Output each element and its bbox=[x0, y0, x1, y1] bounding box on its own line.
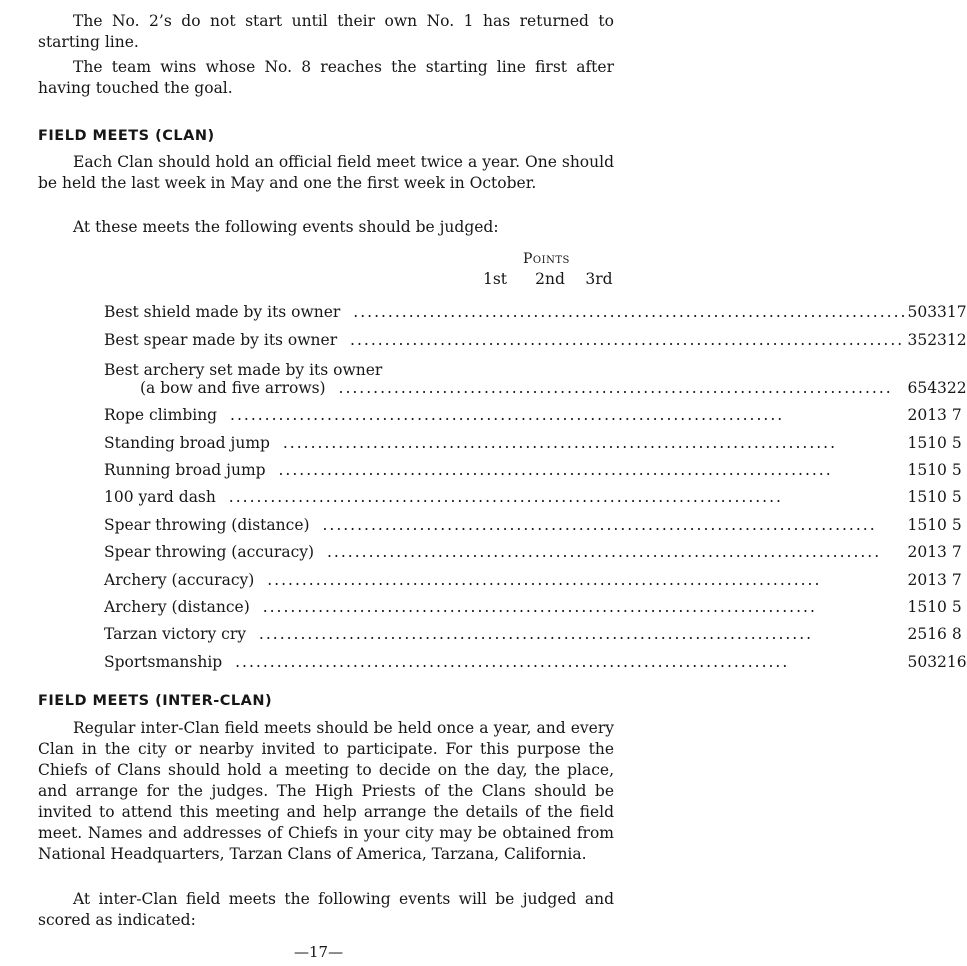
points-2nd: 32 bbox=[927, 652, 947, 671]
table-row bbox=[104, 506, 967, 533]
event-name-cell bbox=[104, 616, 907, 643]
table-row bbox=[104, 534, 967, 561]
event-name: Rope climbing bbox=[104, 406, 223, 424]
intro-paragraph-2: The team wins whose No. 8 reaches the starting line first after having touched the goal. bbox=[38, 58, 614, 97]
leader-dots: ................................................................................ bbox=[271, 460, 833, 479]
points-3rd: 7 bbox=[951, 570, 962, 589]
event-name-cell bbox=[104, 294, 907, 321]
points-1st: 50 bbox=[907, 652, 928, 671]
points-1st: 15 bbox=[907, 515, 928, 534]
points-2nd: 10 bbox=[927, 597, 947, 616]
leader-dots: ................................................................................ bbox=[320, 543, 882, 562]
points-3rd: 7 bbox=[951, 543, 962, 562]
points-3rd: 17 bbox=[946, 303, 967, 322]
event-name: Running broad jump bbox=[104, 461, 272, 479]
event-name: Spear throwing (accuracy) bbox=[104, 543, 320, 561]
inter-clan-paragraph-1: Regular inter-Clan field meets should be held once a year, and every Clan in the city or nearby invited to participate. For this purpose the Chiefs of Clans should hold a meeting to decide on the day, the place, and arrange for the judges. The High Priests of the Clans should be invited to attend this meeting and help arrange the details of the field meet. Names and addresses of Chiefs in your city may be obtained from National Headquarters, Tarzan Clans of America, Tarzana, California. bbox=[38, 719, 614, 863]
leader-dots: ................................................................................ bbox=[255, 597, 817, 616]
inter-clan-paragraph-2: At inter-Clan field meets the following events will be judged and scored as indicated: bbox=[38, 890, 614, 929]
event-name-cell bbox=[104, 534, 907, 561]
points-2nd: 10 bbox=[927, 515, 947, 534]
points-2nd: 13 bbox=[927, 406, 947, 425]
points-1st: 25 bbox=[907, 625, 928, 644]
leader-dots: ................................................................................ bbox=[252, 625, 814, 644]
event-name-cell bbox=[104, 561, 907, 588]
points-2nd: 10 bbox=[927, 433, 947, 452]
points-1st: 20 bbox=[907, 406, 928, 425]
table-row bbox=[104, 321, 967, 348]
event-name: Archery (accuracy) bbox=[104, 571, 260, 589]
points-2nd: 13 bbox=[927, 570, 947, 589]
leader-dots: ................................................................................ bbox=[315, 515, 877, 534]
event-name-cell bbox=[104, 479, 907, 506]
events-points-table bbox=[104, 294, 967, 671]
points-1st: 15 bbox=[907, 433, 928, 452]
event-name-line-2: (a bow and five arrows) bbox=[140, 379, 332, 397]
points-3rd: 5 bbox=[951, 488, 962, 507]
points-1st: 65 bbox=[907, 378, 928, 397]
event-name-continued bbox=[104, 379, 907, 397]
table-row bbox=[104, 424, 967, 451]
leader-dots: ................................................................................ bbox=[260, 570, 822, 589]
event-name: Sportsmanship bbox=[104, 653, 228, 671]
leader-dots: ................................................................................ bbox=[343, 330, 905, 349]
table-row bbox=[104, 643, 967, 670]
clan-meets-paragraph-1: Each Clan should hold an official field meet twice a year. One should be held the last week in May and one the first week in October. bbox=[38, 153, 614, 192]
column-heading-2nd: 2nd bbox=[535, 270, 565, 288]
leader-dots: ................................................................................ bbox=[221, 488, 783, 507]
event-name-cell bbox=[104, 397, 907, 424]
event-name: Archery (distance) bbox=[104, 598, 256, 616]
leader-dots: ................................................................................ bbox=[331, 378, 893, 397]
points-3rd: 16 bbox=[946, 652, 967, 671]
leader-dots: ................................................................................ bbox=[346, 303, 908, 322]
table-row bbox=[104, 349, 967, 397]
table-row bbox=[104, 561, 967, 588]
points-2nd: 10 bbox=[927, 488, 947, 507]
clan-meets-paragraph-2: At these meets the following events should be judged: bbox=[73, 218, 499, 236]
leader-dots: ................................................................................ bbox=[228, 652, 790, 671]
event-name: Tarzan victory cry bbox=[104, 625, 252, 643]
points-2nd: 10 bbox=[927, 460, 947, 479]
points-3rd: 12 bbox=[946, 330, 967, 349]
points-3rd: 5 bbox=[951, 433, 962, 452]
event-name-cell bbox=[104, 452, 907, 479]
table-row bbox=[104, 294, 967, 321]
table-row bbox=[104, 616, 967, 643]
points-3rd: 8 bbox=[951, 625, 962, 644]
event-name-cell bbox=[104, 506, 907, 533]
points-2nd: 33 bbox=[927, 303, 947, 322]
table-row bbox=[104, 397, 967, 424]
points-2nd: 43 bbox=[927, 378, 947, 397]
page-number: —17— bbox=[294, 943, 344, 961]
event-name-cell bbox=[104, 321, 907, 348]
points-1st: 15 bbox=[907, 460, 928, 479]
clan-meets-heading: FIELD MEETS (CLAN) bbox=[38, 128, 215, 144]
points-3rd: 5 bbox=[951, 515, 962, 534]
event-name: Standing broad jump bbox=[104, 434, 276, 452]
event-name: Best shield made by its owner bbox=[104, 303, 346, 321]
event-name: Best spear made by its owner bbox=[104, 331, 343, 349]
leader-dots: ................................................................................ bbox=[223, 406, 785, 425]
event-name: 100 yard dash bbox=[104, 488, 222, 506]
event-name-cell bbox=[104, 589, 907, 616]
points-1st: 15 bbox=[907, 488, 928, 507]
points-3rd: 5 bbox=[951, 460, 962, 479]
event-name-cell bbox=[104, 643, 907, 670]
leader-dots: ................................................................................ bbox=[275, 433, 838, 452]
points-3rd: 5 bbox=[951, 597, 962, 616]
event-name-cell bbox=[104, 424, 907, 451]
points-2nd: 13 bbox=[927, 543, 947, 562]
points-1st: 15 bbox=[907, 597, 928, 616]
event-name: Best archery set made by its owner bbox=[104, 360, 383, 379]
inter-clan-meets-heading: FIELD MEETS (INTER-CLAN) bbox=[38, 693, 273, 709]
points-3rd: 22 bbox=[946, 378, 967, 397]
event-name: Spear throwing (distance) bbox=[104, 516, 316, 534]
table-row bbox=[104, 589, 967, 616]
points-2nd: 16 bbox=[927, 625, 947, 644]
column-heading-1st: 1st bbox=[482, 270, 508, 288]
event-name-cell bbox=[104, 349, 907, 397]
points-2nd: 23 bbox=[927, 330, 947, 349]
points-1st: 35 bbox=[907, 330, 928, 349]
intro-paragraph-1: The No. 2’s do not start until their own No. 1 has returned to starting line. bbox=[38, 12, 614, 51]
points-1st: 20 bbox=[907, 570, 928, 589]
points-3rd: 7 bbox=[951, 406, 962, 425]
table-row bbox=[104, 479, 967, 506]
points-1st: 20 bbox=[907, 543, 928, 562]
column-heading-3rd: 3rd bbox=[585, 270, 613, 288]
table-row bbox=[104, 452, 967, 479]
points-column-heading: Points bbox=[523, 251, 570, 267]
points-1st: 50 bbox=[907, 303, 928, 322]
